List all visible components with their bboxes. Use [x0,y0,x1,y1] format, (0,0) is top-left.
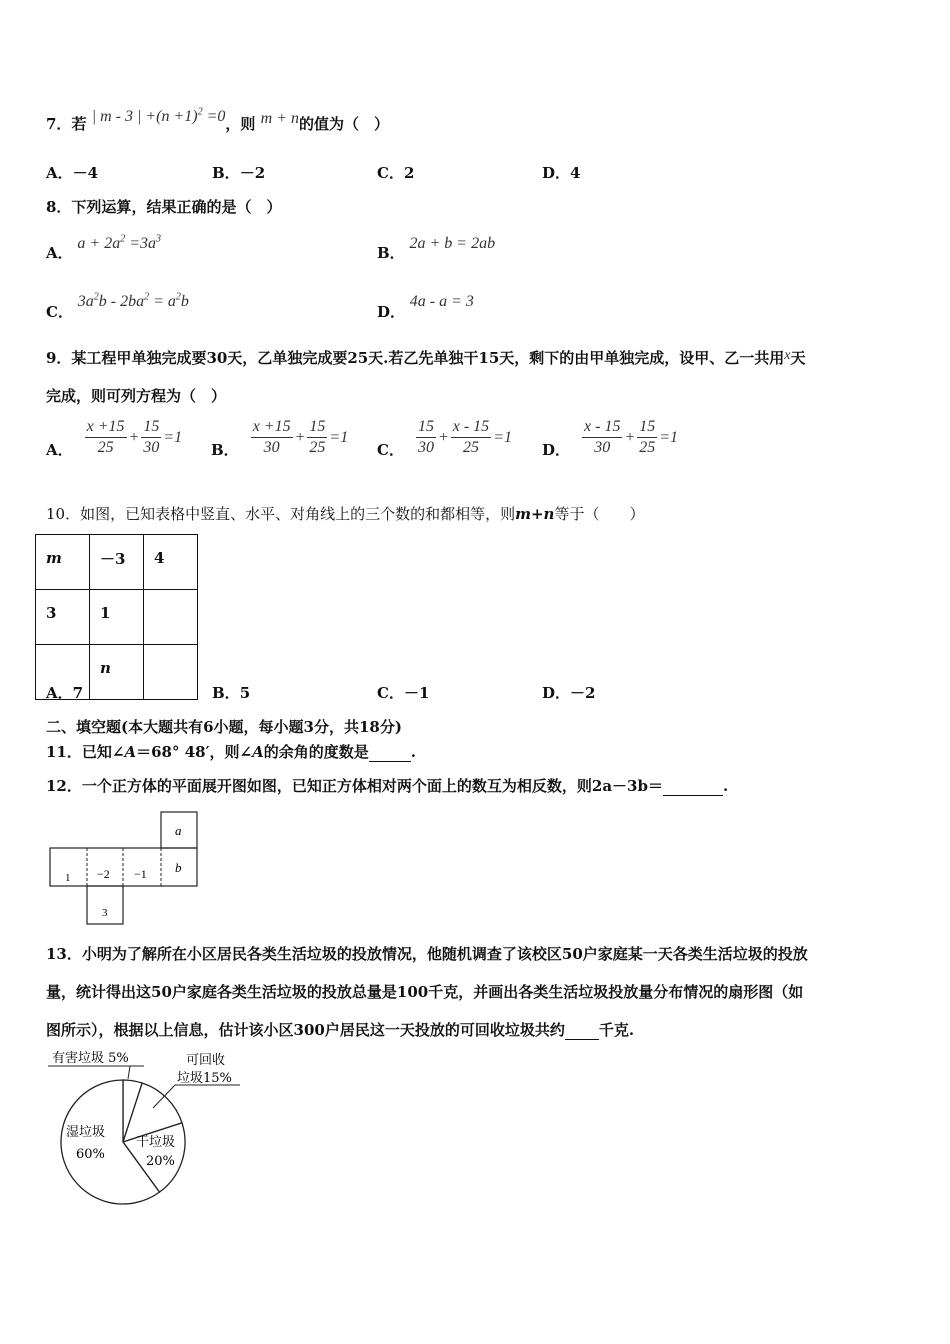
q8-b-expression: 2a + b = 2ab [409,235,496,252]
q7-option-c[interactable]: C．2 [377,164,415,182]
q7-expression-2: m + n [260,110,300,127]
q9-stem-line1: 9．某工程甲单独完成要30天，乙单独完成要25天.若乙先单独干15天，剩下的由甲单独完成，设甲、乙一共用x天 [46,348,806,367]
net-label-3: 3 [102,907,108,919]
pie-label-hazard: 有害垃圾 5% [52,1051,129,1066]
q10-option-c[interactable]: C．－1 [377,684,430,702]
q7-expression: | m - 3 | $+(n +1)^2 =0$ [91,106,226,125]
grid-cell [144,645,198,700]
q10-option-b[interactable]: B．5 [212,684,251,702]
q8-stem: 8．下列运算，结果正确的是（ ） [46,198,282,216]
q9-b-frac-2: $\frac{15}{25}$ [309,418,326,457]
q9-option-a[interactable]: A． $\frac{x +15}{25}$ + $\frac{15}{30}$ =1 [46,418,183,460]
net-label-1: 1 [65,872,71,884]
grid-cell: n [90,645,144,700]
q7-option-a[interactable]: A．－4 [46,164,99,182]
q10-stem: 10．如图，已知表格中竖直、水平、对角线上的三个数的和都相等，则m+n等于（ ） [46,505,645,523]
table-row [36,590,198,645]
q8-option-d[interactable]: D． 4a - a = 3 [377,293,474,321]
grid-cell: 4 [144,535,198,590]
answer-blank[interactable] [565,1021,599,1040]
pie-label-dry-2: 20% [146,1154,175,1169]
grid-cell: m [36,535,90,590]
q9-stem-line2: 完成，则可列方程为（ ） [46,387,227,405]
grid-cell: 1 [90,590,144,645]
q8-d-expression: 4a - a = 3 [409,293,474,310]
grid-cell: －3 [90,535,144,590]
table-row [36,535,198,590]
hazard-leader-line [128,1066,130,1079]
q9-d-frac-2: $\frac{15}{25}$ [639,418,656,457]
q10-number-grid [35,534,198,700]
q8-option-a[interactable]: A． $a + 2a^2 =3a^3$ [46,233,162,262]
pie-label-recyc-2: 垃圾15% [177,1071,232,1086]
q9-a-frac-2: $\frac{15}{30}$ [143,418,160,457]
q13-pie-chart [40,1048,260,1208]
section-title: 二、填空题(本大题共有6小题，每小题3分，共18分) [46,718,402,736]
net-label-a: a [175,823,182,838]
q10-option-d[interactable]: D．－2 [542,684,596,702]
q9-b-frac-1: $\frac{x +15}{30}$ [252,418,291,457]
pie-label-wet-1: 湿垃圾 [66,1125,106,1140]
pie-label-recyc-1: 可回收 [186,1053,226,1068]
q12-stem: 12．一个正方体的平面展开图如图，已知正方体相对两个面上的数互为相反数，则2a－3b＝ . [46,777,729,795]
answer-blank[interactable] [663,777,723,796]
q8-c-expression: $3a^2b - 2ba^2 = a^2b$ [77,291,189,310]
q9-c-frac-2: $\frac{x - 15}{25}$ [452,418,490,457]
q9-c-frac-1: $\frac{15}{30}$ [417,418,434,457]
pie-label-dry-1: 干垃圾 [136,1135,176,1150]
q9-option-b[interactable]: B． $\frac{x +15}{30}$ + $\frac{15}{25}$ =1 [211,418,349,460]
q9-option-d[interactable]: D． $\frac{x - 15}{30}$ + $\frac{15}{25}$ =1 [542,418,679,460]
answer-blank[interactable] [369,743,411,762]
q7-option-d[interactable]: D．4 [542,164,581,182]
q7-option-b[interactable]: B．－2 [212,164,266,182]
q11-stem: 11．已知∠A＝68° 48′，则∠A的余角的度数是 . [46,743,416,761]
q7-stem: 7．若 | m - 3 | $+(n +1)^2 =0$，则 m + n的值为（ ） [46,106,390,133]
q9-a-frac-1: $\frac{x +15}{25}$ [86,418,125,457]
grid-cell [144,590,198,645]
q13-stem-line3: 图所示），根据以上信息，估计该小区300户居民这一天投放的可回收垃圾共约 千克. [46,1021,635,1039]
q10-option-a[interactable]: A．7 [46,684,84,702]
q8-option-b[interactable]: B． 2a + b = 2ab [377,235,496,262]
pie-label-wet-2: 60% [76,1147,105,1162]
q12-cube-net [48,808,204,928]
net-label-b: b [175,860,182,875]
q9-option-c[interactable]: C． $\frac{15}{30}$ + $\frac{x - 15}{25}$ =1 [377,418,512,460]
net-label-neg1: −1 [134,867,147,881]
grid-cell: 3 [36,590,90,645]
q13-stem-line1: 13．小明为了解所在小区居民各类生活垃圾的投放情况，他随机调查了该校区50户家庭某一天各类生活垃圾的投放 [46,945,808,963]
q8-option-c[interactable]: C． $3a^2b - 2ba^2 = a^2b$ [46,291,189,321]
q9-d-frac-1: $\frac{x - 15}{30}$ [584,418,621,457]
q8-a-expression: $a + 2a^2 =3a^3$ [77,233,162,252]
q13-stem-line2: 量，统计得出这50户家庭各类生活垃圾的投放总量是100千克，并画出各类生活垃圾投放量分布情况的扇形图（如 [46,983,804,1001]
net-label-neg2: −2 [97,867,110,881]
